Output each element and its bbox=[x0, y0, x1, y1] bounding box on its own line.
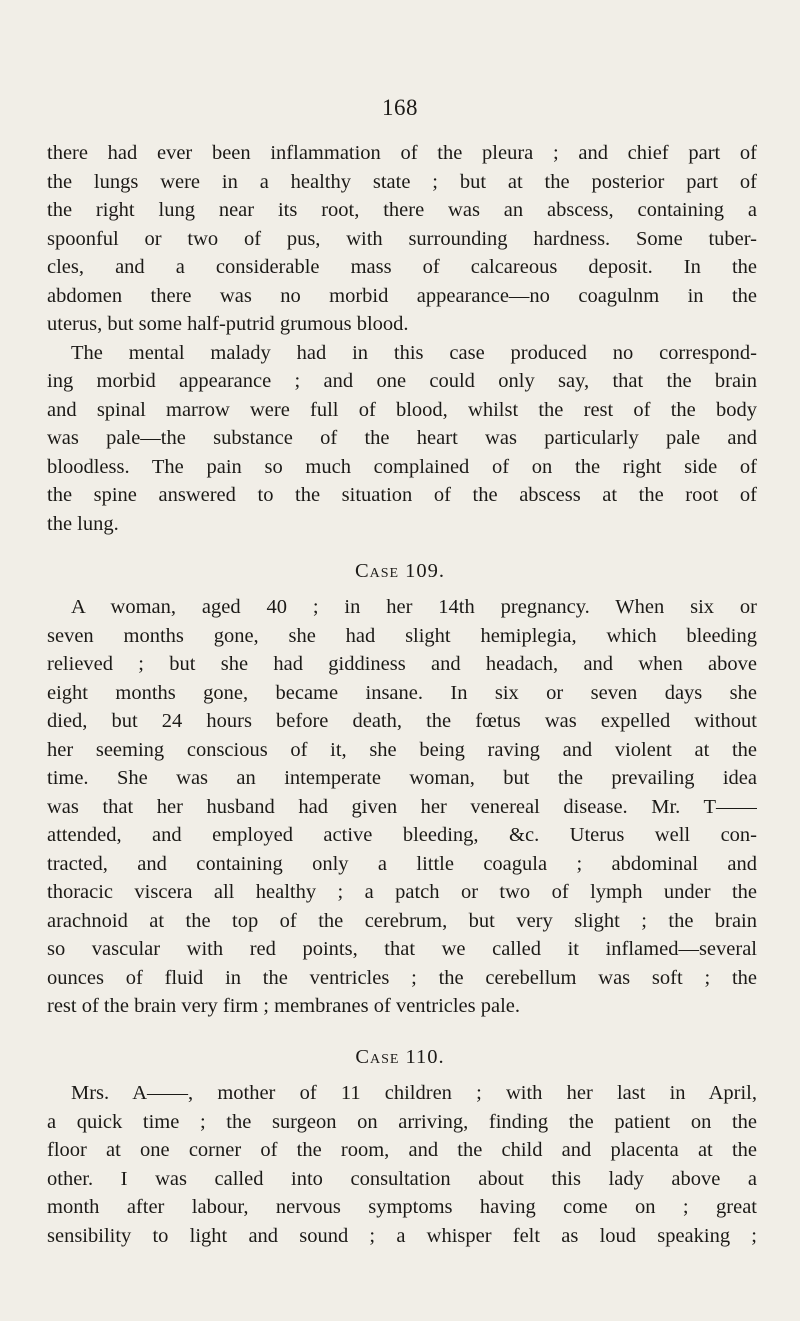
text-line: floor at one corner of the room, and the child and placenta at the bbox=[47, 1139, 757, 1161]
text-line: other. I was called into consultation about this lady above a bbox=[47, 1167, 757, 1190]
text-line: a quick time ; the surgeon on arriving, finding the patient on the bbox=[47, 1110, 757, 1133]
text-line: was pale—the substance of the heart was particularly pale and bbox=[47, 427, 757, 449]
text-line: rest of the brain very firm ; membranes of ventricles pale. bbox=[47, 995, 521, 1017]
text-line: sensibility to light and sound ; a whisper felt as loud speaking ; bbox=[47, 1224, 757, 1247]
text-line: abdomen there was no morbid appearance—no coagulnm in the bbox=[47, 284, 757, 307]
text-line: so vascular with red points, that we called it inflamed—several bbox=[47, 938, 757, 960]
text-line: and spinal marrow were full of blood, whilst the rest of the body bbox=[47, 398, 757, 421]
text-line: spoonful or two of pus, with surrounding hardness. Some tuber- bbox=[47, 227, 757, 250]
text-line: the lung. bbox=[47, 512, 119, 535]
text-line: the right lung near its root, there was an abscess, containing a bbox=[47, 199, 757, 221]
case-110-heading: Case 110. bbox=[355, 1046, 445, 1068]
text-line: relieved ; but she had giddiness and headach, and when above bbox=[47, 653, 757, 675]
text-line: The mental malady had in this case produced no correspond- bbox=[71, 341, 757, 364]
text-line: eight months gone, became insane. In six or seven days she bbox=[47, 681, 757, 704]
case-109-heading: Case 109. bbox=[354, 560, 446, 582]
text-line: bloodless. The pain so much complained of on the right side of bbox=[47, 455, 757, 478]
text-block-case-109 bbox=[47, 593, 757, 1021]
text-line: attended, and employed active bleeding, &c. Uterus well con- bbox=[47, 824, 757, 846]
text-line: thoracic viscera all healthy ; a patch or two of lymph under the bbox=[47, 881, 757, 903]
text-line: ounces of fluid in the ventricles ; the cerebellum was soft ; the bbox=[47, 966, 757, 989]
text-line: there had ever been inflammation of the pleura ; and chief part of bbox=[47, 142, 757, 164]
text-line: tracted, and containing only a little coagula ; abdominal and bbox=[47, 852, 757, 875]
text-line: was that her husband had given her venereal disease. Mr. T—— bbox=[47, 795, 757, 818]
text-line: her seeming conscious of it, she being raving and violent at the bbox=[47, 738, 757, 761]
text-line: month after labour, nervous symptoms having come on ; great bbox=[47, 1196, 757, 1218]
text-line: Mrs. A——, mother of 11 children ; with her last in April, bbox=[71, 1082, 757, 1104]
text-line: the lungs were in a healthy state ; but at the posterior part of bbox=[47, 170, 757, 193]
text-line: arachnoid at the top of the cerebrum, but very slight ; the brain bbox=[47, 909, 757, 932]
text-line: A woman, aged 40 ; in her 14th pregnancy. When six or bbox=[71, 596, 757, 618]
text-line: seven months gone, she had slight hemiplegia, which bleeding bbox=[47, 624, 757, 647]
text-line: the spine answered to the situation of the abscess at the root of bbox=[47, 484, 757, 506]
text-line: uterus, but some half-putrid grumous blood. bbox=[47, 313, 409, 335]
text-block-case-110 bbox=[47, 1079, 757, 1250]
text-line: time. She was an intemperate woman, but the prevailing idea bbox=[47, 767, 757, 789]
text-line: ing morbid appearance ; and one could only say, that the brain bbox=[47, 370, 757, 392]
text-line: died, but 24 hours before death, the fœtus was expelled without bbox=[47, 710, 757, 732]
page-number: 168 bbox=[382, 95, 418, 120]
text-block-intro bbox=[47, 139, 757, 538]
text-line: cles, and a considerable mass of calcareous deposit. In the bbox=[47, 256, 757, 278]
